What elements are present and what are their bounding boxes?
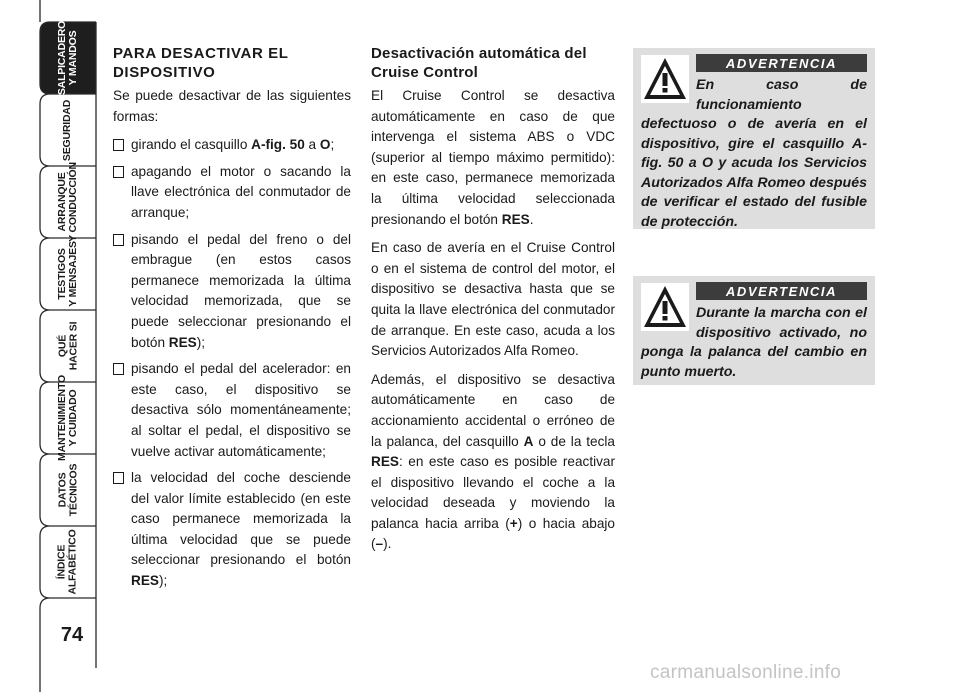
intro-paragraph: Se puede desactivar de las siguientes formas: xyxy=(113,88,351,124)
chapter-tab[interactable]: ÍNDICE ALFABÉTICO xyxy=(56,529,79,595)
watermark-text: carmanualsonline.info xyxy=(650,662,842,683)
warning-text: En caso de funcionamiento defectuoso o de avería en el dispositivo, gire el casquillo A-fig. 50 a O y acuda los Servicios Autorizados Alfa Romeo después de verificar el estado del fusible de protección. xyxy=(641,77,867,230)
chapter-sidebar xyxy=(0,0,100,692)
section-heading-deactivate: PARA DESACTIVAR EL DISPOSITIVO xyxy=(113,45,289,81)
warning-panel-malfunction xyxy=(633,48,875,229)
chapter-tab[interactable]: MANTENIMIENTO Y CUIDADO xyxy=(56,375,79,461)
column-middle xyxy=(371,44,615,563)
list-item: girando el casquillo A-fig. 50 a O; xyxy=(113,135,351,156)
chapter-tab[interactable]: SALPICADERO Y MANDOS xyxy=(56,20,80,96)
res-button-label: RES xyxy=(131,573,159,589)
figure-reference: A-fig. 50 xyxy=(251,137,305,153)
paragraph: El Cruise Control se desactiva automáticamente en caso de que intervenga el sistema ABS o VDC (superior al tiempo máximo permitido): en este caso, permanece memorizada la última velocidad seleccionada presionando el botón RES. xyxy=(371,88,615,227)
chapter-tab[interactable]: ARRANQUE Y CONDUCCIÓN xyxy=(56,162,80,242)
section-heading-auto-deactivation: Desactivación automática del Cruise Control xyxy=(371,45,587,81)
checkbox-bullet-icon xyxy=(113,166,124,178)
page-number: 74 xyxy=(60,624,84,646)
column-left xyxy=(113,44,351,598)
paragraph: Además, el dispositivo se desactiva automáticamente en caso de accionamiento accidental o erróneo de la palanca, del casquillo A o de la tecla RES: en este caso es posible reactivar el dispositivo llevando el coche a la velocidad deseada y moviendo la palanca hacia arriba (+) o hacia abajo (–). xyxy=(371,371,615,552)
res-button-label: RES xyxy=(371,454,399,470)
warning-panel-neutral xyxy=(633,276,875,385)
list-item: pisando el pedal del acelerador: en este caso, el dispositivo se desactiva sólo momentáneamente; al soltar el pedal, el dispositivo se vuelve activar automáticamente; xyxy=(113,359,351,462)
warning-title: ADVERTENCIA xyxy=(696,54,867,72)
chapter-tab[interactable]: DATOS TÉCNICOS xyxy=(56,463,79,517)
res-button-label: RES xyxy=(501,211,530,227)
checkbox-bullet-icon xyxy=(113,363,124,375)
list-item: pisando el pedal del freno o del embrague (en estos casos permanece memorizada la última velocidad memorizada, que se puede seleccionar presionando el botón RES); xyxy=(113,230,351,354)
chapter-tab[interactable]: QUÉ HACER SI xyxy=(55,321,79,371)
deactivation-list xyxy=(113,135,351,591)
checkbox-bullet-icon xyxy=(113,472,124,484)
chapter-tab[interactable]: SEGURIDAD xyxy=(61,99,74,161)
list-item: la velocidad del coche desciende del valor límite establecido (en este caso permanece memorizada la última velocidad que se puede seleccionar presionando el botón RES); xyxy=(113,468,351,592)
chapter-tab[interactable]: TESTIGOS Y MENSAJES xyxy=(56,241,79,307)
checkbox-bullet-icon xyxy=(113,139,124,151)
paragraph: En caso de avería en el Cruise Control o en el sistema de control del motor, el dispositivo se desactiva hasta que se quita la llave electrónica del conmutador de arranque. En este caso, acuda a los Servicios Autorizados Alfa Romeo. xyxy=(371,240,615,359)
warning-text: Durante la marcha con el dispositivo activado, no ponga la palanca del cambio en punto muerto. xyxy=(641,305,867,380)
warning-title: ADVERTENCIA xyxy=(696,282,867,300)
list-item: apagando el motor o sacando la llave electrónica del conmutador de arranque; xyxy=(113,162,351,224)
checkbox-bullet-icon xyxy=(113,234,124,246)
res-button-label: RES xyxy=(168,334,197,350)
